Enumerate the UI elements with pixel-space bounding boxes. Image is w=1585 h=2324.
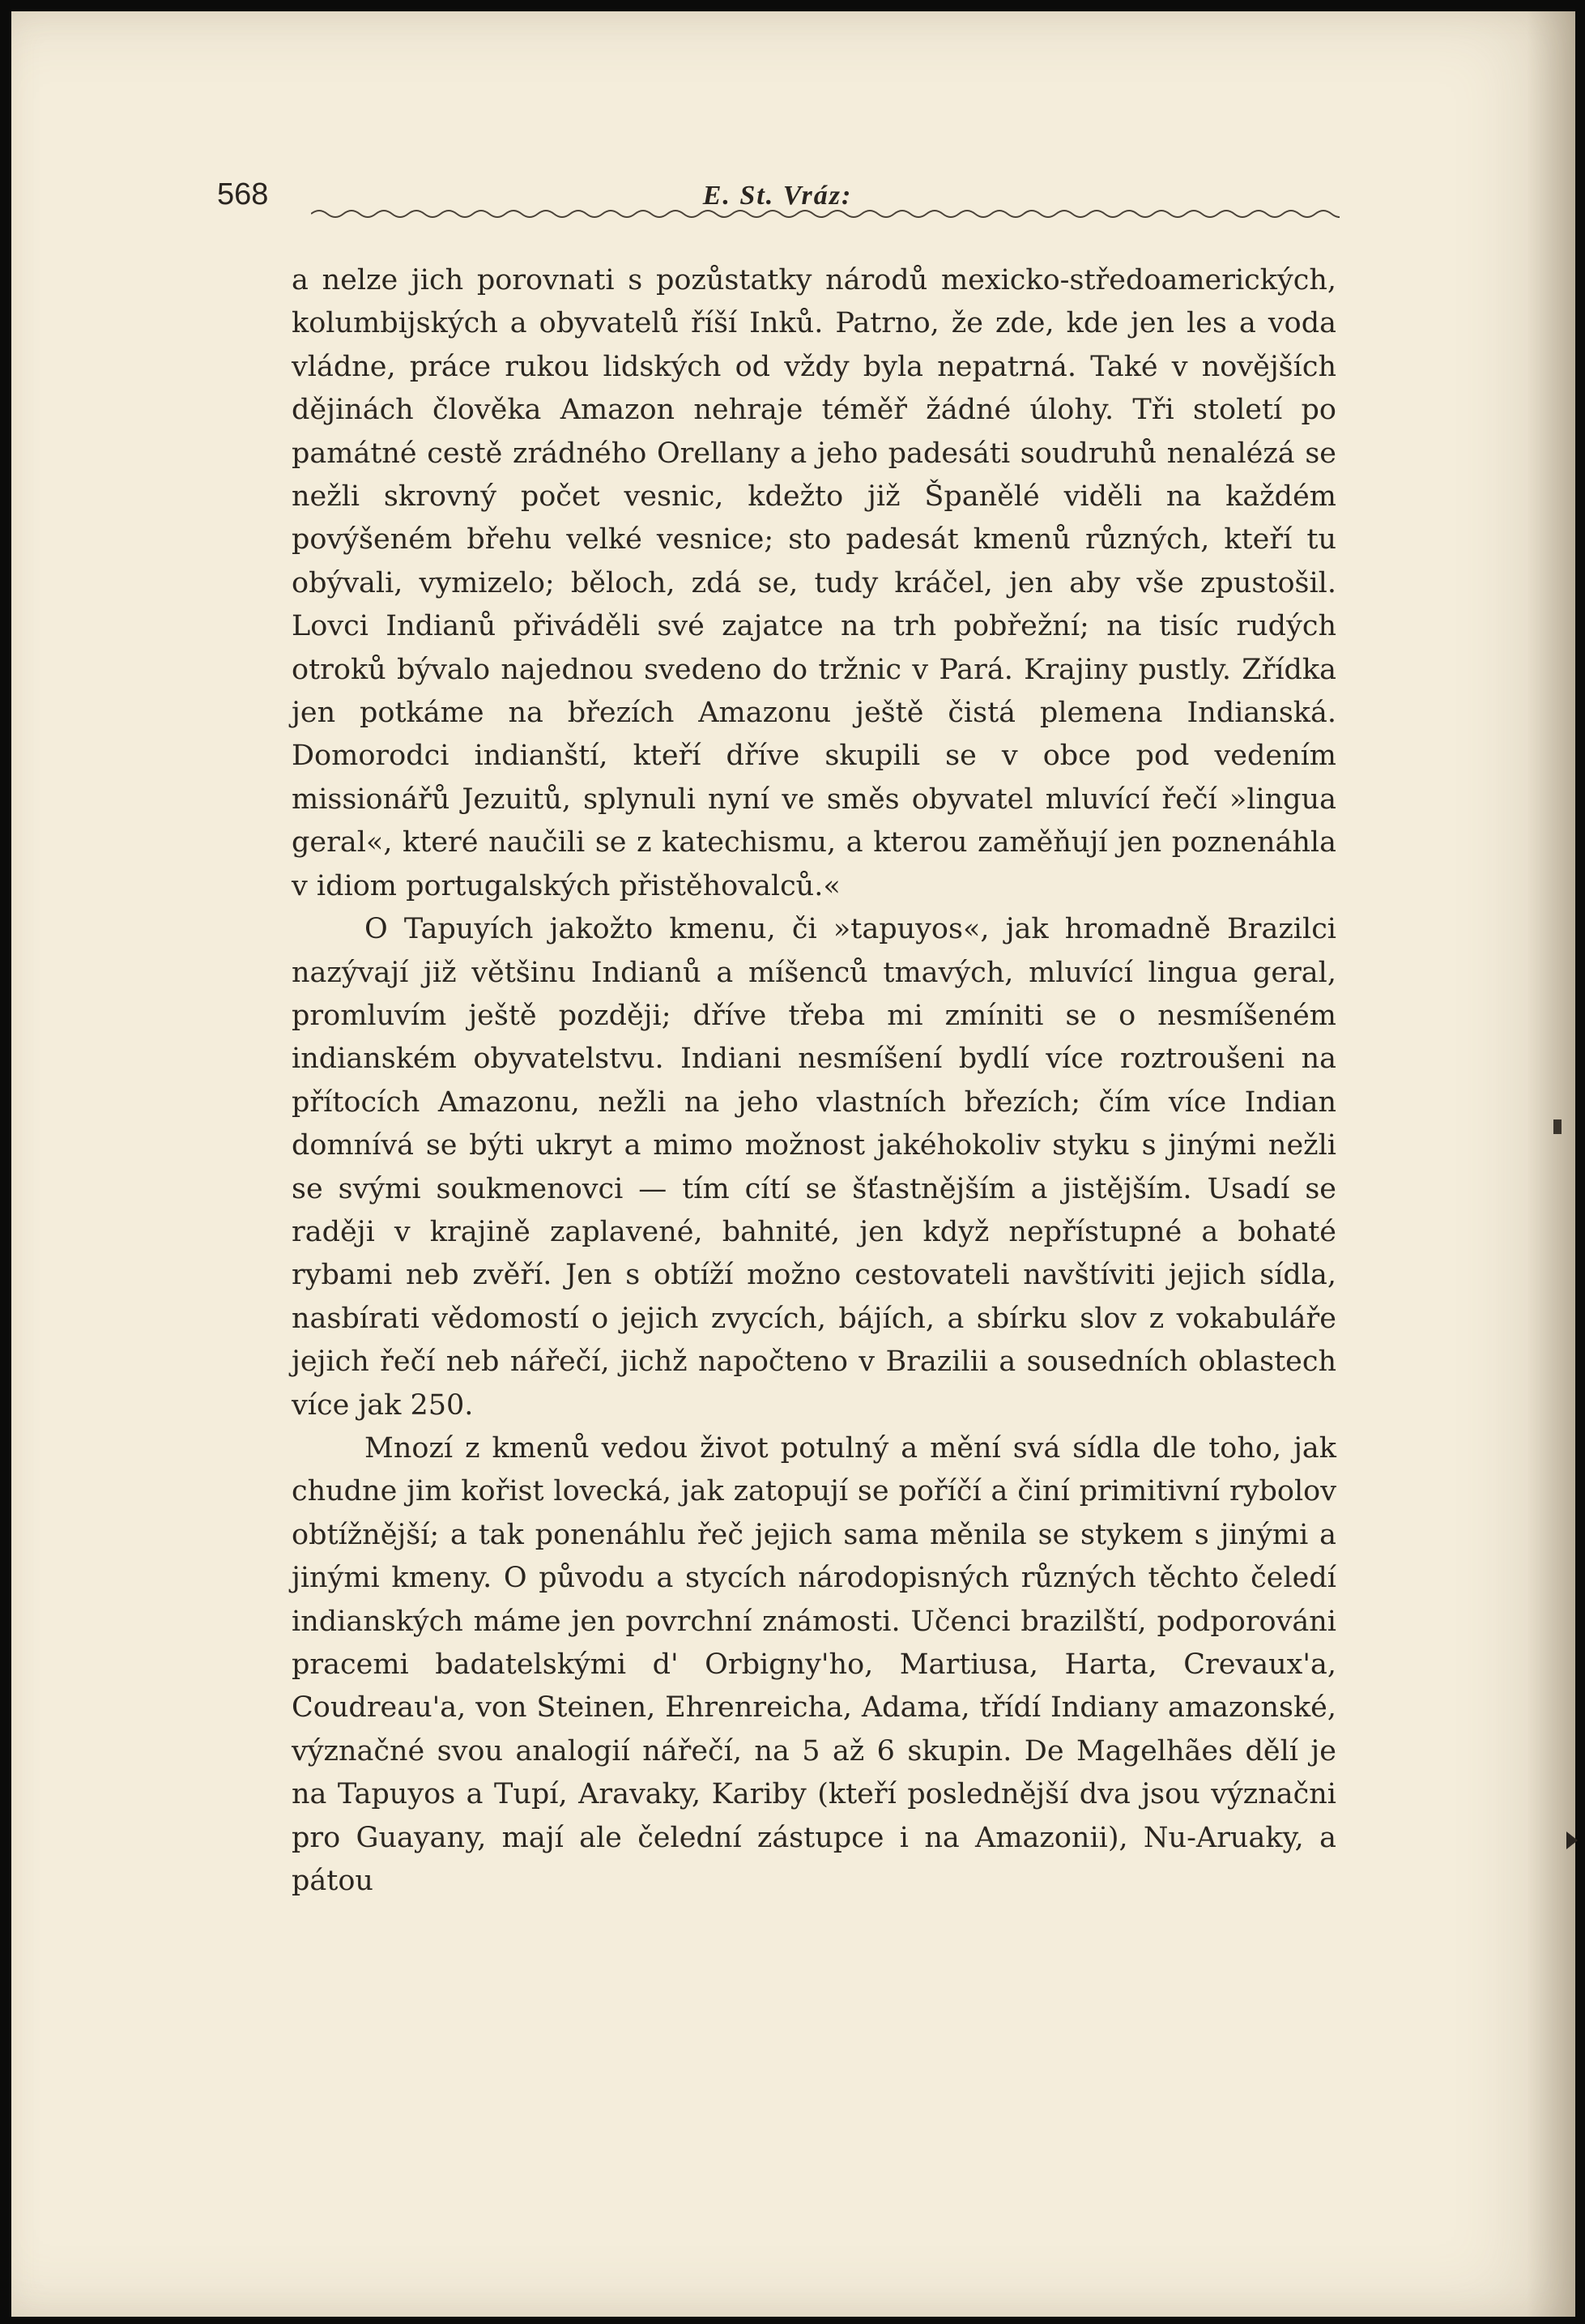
book-page — [11, 11, 1575, 2317]
paragraph-tapuyos: O Tapuyích jakožto kmenu, či »tapuyos«, jak hromadně Brazilci nazývají již většinu Indianů a míšenců tmavých, mluvící lingua geral, promluvím ještě později; dříve třeba mi zmíniti se o nesmíšeném indianském obyvatelstvu. Indiani nesmíšení bydlí více roztroušeni na přítocích Amazonu, nežli na jeho vlastních březích; čím více Indian domnívá se býti ukryt a mimo možnost jakéhokoliv styku s jinými nežli se svými soukmenovci — tím cítí se šťastnějším a jistějším. Usadí se raději v krajině zaplavené, bahnité, jen když nepřístupné a bohaté rybami neb zvěří. Jen s obtíží možno cestovateli navštíviti jejich sídla, nasbírati vědomostí o jejich zvycích, bájích, a sbírku slov z vokabuláře jejich řečí neb nářečí, jichž napočteno v Brazilii a sousedních oblastech více jak 250. — [292, 913, 1336, 1422]
page-gutter-shadow — [1527, 11, 1575, 2317]
paragraph-tribes: Mnozí z kmenů vedou život potulný a mění svá sídla dle toho, jak chudne jim kořist lovecká, jak zatopují se poříčí a činí primitivní rybolov obtížnější; a tak ponenáhlu řeč jejich sama měnila se stykem s jinými a jinými kmeny. O původu a stycích národopisných různých těchto čeledí indianských máme jen povrchní známosti. Učenci brazilští, podporováni pracemi badatelskými d' Orbigny'ho, Martiusa, Harta, Crevaux'a, Coudreau'a, von Steinen, Ehrenreicha, Adama, třídí Indiany amazonské, význačné svou analogií nářečí, na 5 až 6 skupin. De Magelhães dělí je na Tapuyos a Tupí, Aravaky, Kariby (kteří poslednější dva jsou význačni pro Guayany, mají ale čelední zástupce i na Amazonii), Nu-Aruaky, a pátou — [292, 1431, 1336, 1898]
page-number: 568 — [217, 177, 269, 211]
body-text — [292, 259, 1336, 1903]
paragraph-continuation: a nelze jich porovnati s pozůstatky národů mexicko-středoamerických, kolumbijských a obyvatelů říší Inků. Patrno, že zde, kde jen les a voda vládne, práce rukou lidských od vždy byla nepatrná. Také v novějších dějinách člověka Amazon nehraje téměř žádné úlohy. Tři století po památné cestě zrádného Orellany a jeho padesáti soudruhů nenalézá se nežli skrovný počet vesnic, kdežto již Španělé viděli na každém povýšeném břehu velké vesnice; sto padesát kmenů různých, kteří tu obývali, vymizelo; běloch, zdá se, tudy kráčel, jen aby vše zpustošil. Lovci Indianů přiváděli své zajatce na trh pobřežní; na tisíc rudých otroků bývalo najednou svedeno do tržnic v Pará. Krajiny pustly. Zřídka jen potkáme na březích Amazonu ještě čistá plemena Indianská. Domorodci indianští, kteří dříve skupili se v obce pod vedením missionářů Jezuitů, splynuli nyní ve směs obyvatel mluvící řečí »lingua geral«, které naučili se z katechismu, a kterou zaměňují jen poznenáhla v idiom portugalských přistěhovalců.« — [292, 264, 1336, 902]
edge-mark — [1553, 1119, 1562, 1134]
wavy-rule-ornament — [311, 204, 1340, 224]
running-head: E. St. Vráz: — [702, 181, 853, 211]
edge-arrow-mark — [1566, 1831, 1578, 1849]
